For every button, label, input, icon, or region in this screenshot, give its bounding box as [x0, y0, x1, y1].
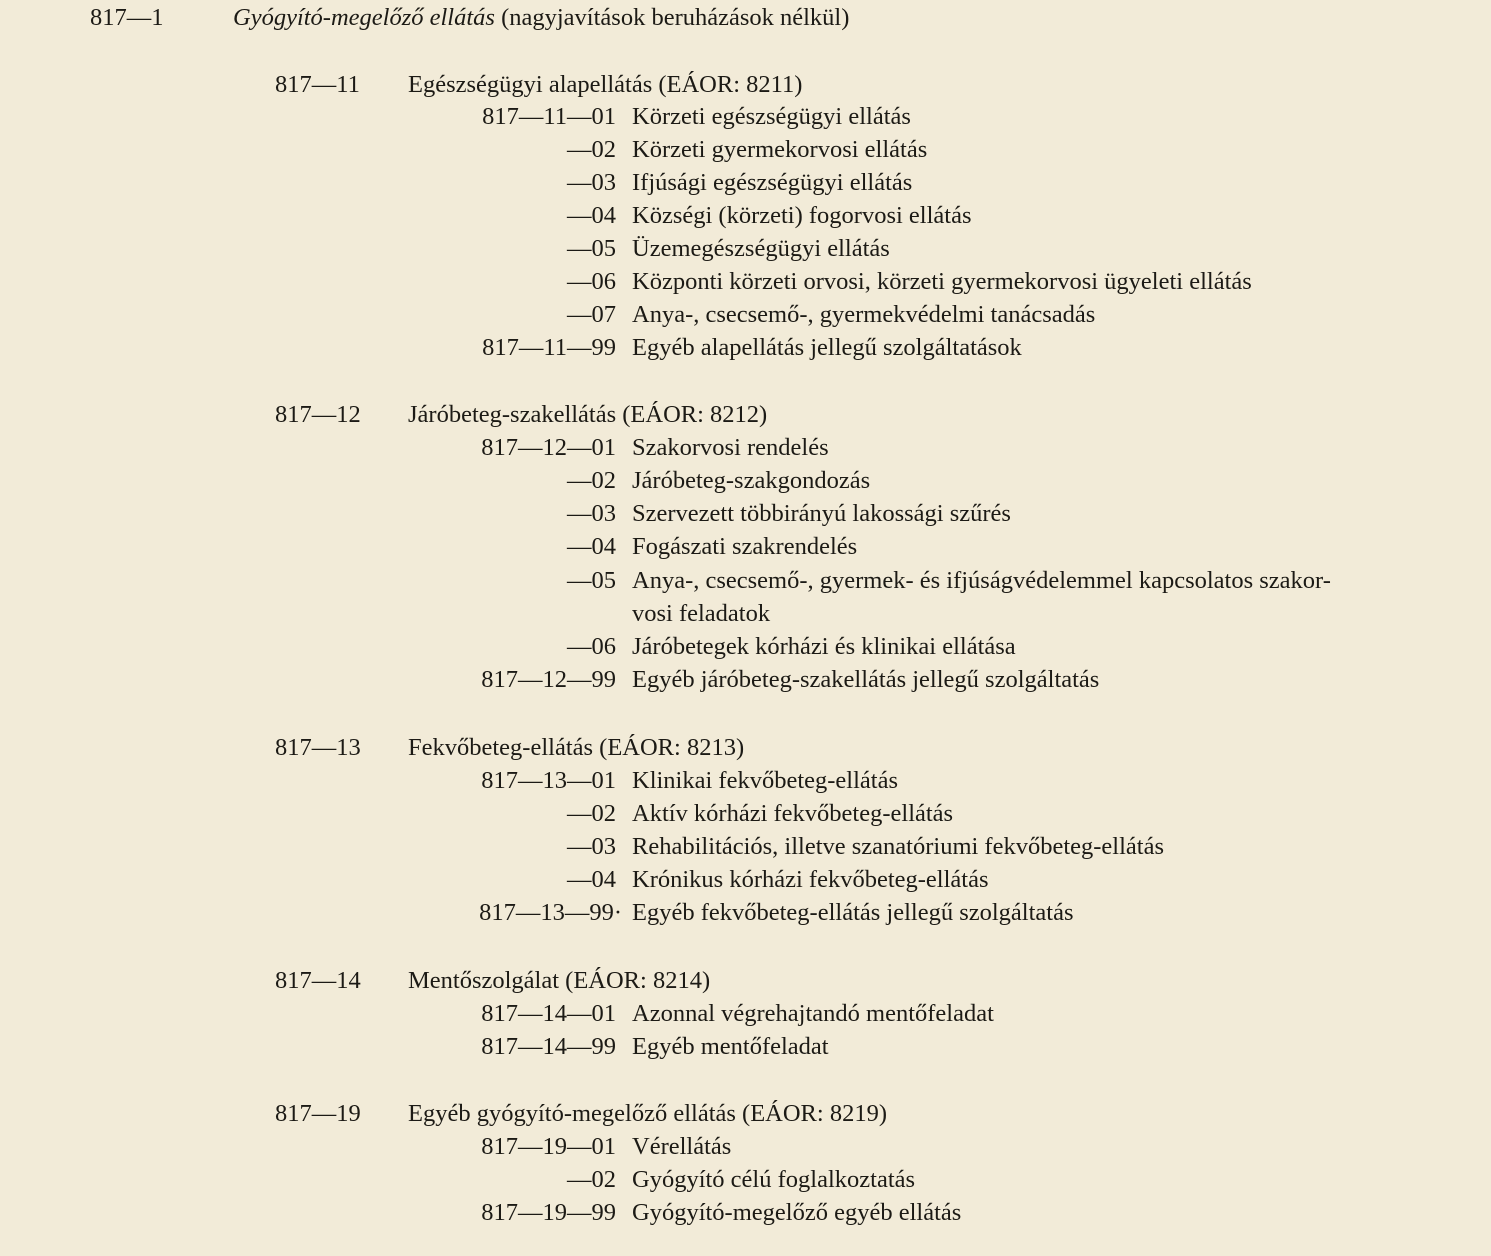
item-label: Azonnal végrehajtandó mentőfeladat	[632, 1000, 994, 1027]
item-label: Járóbetegek kórházi és klinikai ellátása	[632, 633, 1016, 660]
item-code: 817—19—01	[481, 1133, 616, 1160]
item-code: —04	[567, 866, 616, 893]
item-code: —02	[567, 1166, 616, 1193]
item-label: Szervezett többirányú lakossági szűrés	[632, 500, 1011, 527]
item-label: Fogászati szakrendelés	[632, 533, 858, 560]
item-code: 817—13—01	[481, 767, 616, 794]
item-label: Anya-, csecsemő-, gyermek- és ifjúságvédelemmel kapcsolatos szakor-	[632, 567, 1331, 594]
item-code: 817—12—99	[481, 666, 616, 693]
item-code: —03	[567, 169, 616, 196]
item-label: Ifjúsági egészségügyi ellátás	[632, 169, 913, 196]
chapter-title	[233, 3, 849, 33]
section-code: 817—19	[275, 1100, 361, 1127]
item-label: Körzeti gyermekorvosi ellátás	[632, 136, 928, 163]
item-label: Rehabilitációs, illetve szanatóriumi fekvőbeteg-ellátás	[632, 833, 1165, 860]
section-code: 817—13	[275, 734, 361, 761]
item-code: 817—11—01	[482, 103, 616, 130]
chapter-title-italic: Gyógyító-megelőző ellátás	[233, 4, 495, 31]
item-label: Egyéb mentőfeladat	[632, 1033, 829, 1060]
chapter-title-rest: (nagyjavítások beruházások nélkül)	[494, 4, 850, 31]
item-code: —02	[567, 467, 616, 494]
item-code: —02	[567, 136, 616, 163]
item-label-continuation: vosi feladatok	[632, 600, 771, 627]
section-code: 817—14	[275, 967, 361, 994]
item-code: —04	[567, 533, 616, 560]
item-label: Gyógyító célú foglalkoztatás	[632, 1166, 916, 1193]
item-code: 817—11—99	[482, 334, 616, 361]
item-label: Szakorvosi rendelés	[632, 434, 829, 461]
item-code: —06	[567, 633, 616, 660]
item-label: Járóbeteg-szakgondozás	[632, 467, 871, 494]
item-code: 817—14—99	[481, 1033, 616, 1060]
item-label: Gyógyító-megelőző egyéb ellátás	[632, 1199, 962, 1226]
section-title: Fekvőbeteg-ellátás (EÁOR: 8213)	[408, 734, 745, 761]
item-label: Aktív kórházi fekvőbeteg-ellátás	[632, 800, 954, 827]
item-code: —04	[567, 202, 616, 229]
item-code: —03	[567, 833, 616, 860]
item-code: 817—14—01	[481, 1000, 616, 1027]
section-code: 817—11	[275, 71, 360, 98]
item-code: 817—19—99	[481, 1199, 616, 1226]
item-code: —06	[567, 268, 616, 295]
section-title: Egészségügyi alapellátás (EÁOR: 8211)	[408, 71, 803, 98]
item-label: Krónikus kórházi fekvőbeteg-ellátás	[632, 866, 989, 893]
item-label: Egyéb alapellátás jellegű szolgáltatások	[632, 334, 1022, 361]
item-label: Egyéb járóbeteg-szakellátás jellegű szolgáltatás	[632, 666, 1100, 693]
item-code: —07	[567, 301, 616, 328]
item-label: Anya-, csecsemő-, gyermekvédelmi tanácsadás	[632, 301, 1096, 328]
item-label: Egyéb fekvőbeteg-ellátás jellegű szolgáltatás	[632, 899, 1074, 926]
item-label: Klinikai fekvőbeteg-ellátás	[632, 767, 898, 794]
chapter-code: 817—1	[90, 4, 164, 31]
item-label: Községi (körzeti) fogorvosi ellátás	[632, 202, 972, 229]
item-label: Vérellátás	[632, 1133, 732, 1160]
item-code: —02	[567, 800, 616, 827]
section-title: Járóbeteg-szakellátás (EÁOR: 8212)	[408, 401, 768, 428]
item-label: Üzemegészségügyi ellátás	[632, 235, 890, 262]
section-title: Egyéb gyógyító-megelőző ellátás (EÁOR: 8219)	[408, 1100, 887, 1127]
item-label: Központi körzeti orvosi, körzeti gyermekorvosi ügyeleti ellátás	[632, 268, 1252, 295]
section-code: 817—12	[275, 401, 361, 428]
item-code: 817—13—99·	[479, 899, 622, 926]
item-code: —03	[567, 500, 616, 527]
item-label: Körzeti egészségügyi ellátás	[632, 103, 911, 130]
item-code: 817—12—01	[481, 434, 616, 461]
item-code: —05	[567, 235, 616, 262]
section-title: Mentőszolgálat (EÁOR: 8214)	[408, 967, 711, 994]
item-code: —05	[567, 567, 616, 594]
